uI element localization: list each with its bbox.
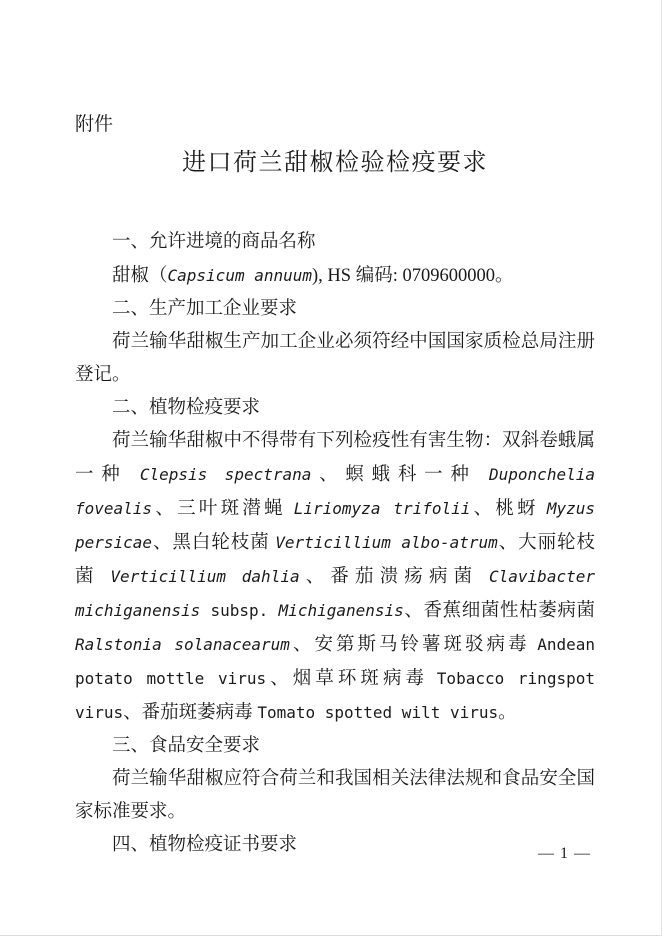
scientific-name: Clavibacter michiganensis xyxy=(75,567,595,620)
scientific-name: Duponchelia fovealis xyxy=(75,465,595,518)
page-number: — 1 — xyxy=(538,845,591,862)
section-2-heading: 二、生产加工企业要求 xyxy=(112,299,298,319)
section-2-paragraph xyxy=(75,326,595,392)
virus-name: Tomato spotted wilt virus xyxy=(257,703,499,722)
document-title: 进口荷兰甜椒检验检疫要求 xyxy=(182,150,488,176)
text-run: ), HS 编码: 0709600000。 xyxy=(312,266,514,286)
text-run: 、香蕉细菌性枯萎病菌 xyxy=(403,601,595,621)
text-run: 、螟蛾科一种 xyxy=(311,465,490,485)
page-content xyxy=(75,112,595,862)
text-run: 、安第斯马铃薯斑驳病毒 xyxy=(289,635,538,655)
virus-name: Andean potato mottle virus xyxy=(75,635,595,688)
virus-name: Tobacco ringspot virus xyxy=(75,669,595,722)
scientific-name: Liriomyza trifolii xyxy=(293,499,471,518)
scientific-name: Clepsis spectrana xyxy=(139,465,312,484)
text-run: 、番茄溃疡病菌 xyxy=(299,567,490,587)
text-run: 、桃蚜 xyxy=(470,499,547,519)
section-4-paragraph xyxy=(75,763,595,829)
text-run: 荷兰输华甜椒生产加工企业必须符经中国国家质检总局注册登记。 xyxy=(75,332,595,385)
scientific-name: Ralstonia solanacearum xyxy=(75,635,290,654)
section-3-heading: 二、植物检疫要求 xyxy=(112,398,261,418)
text-run: 荷兰输华甜椒应符合荷兰和我国相关法律法规和食品安全国家标准要求。 xyxy=(75,769,595,822)
scientific-name: Capsicum annuum xyxy=(167,266,313,285)
latin-text: subsp. xyxy=(200,601,279,620)
scientific-name: Verticillium dahlia xyxy=(110,567,300,586)
section-4-heading: 三、食品安全要求 xyxy=(112,736,261,756)
document-body xyxy=(75,226,595,862)
section-1-heading: 一、允许进境的商品名称 xyxy=(112,232,316,252)
section-1-paragraph xyxy=(75,259,595,293)
scientific-name: Michiganensis xyxy=(278,601,404,620)
attachment-label: 附件 xyxy=(75,114,114,135)
text-run: 甜椒（ xyxy=(112,266,168,286)
scientific-name: Myzus persicae xyxy=(75,499,595,552)
text-run: 、黑白轮枝菌 xyxy=(152,533,276,553)
text-run: 荷兰输华甜椒中不得带有下列检疫性有害生物：双斜卷蛾属一种 xyxy=(75,431,595,485)
text-run: 、三叶斑潜蝇 xyxy=(152,499,294,519)
text-run: 。 xyxy=(498,703,517,723)
scientific-name: Verticillium albo-atrum xyxy=(275,533,498,552)
text-run: 、大丽轮枝菌 xyxy=(75,533,595,587)
section-3-paragraph xyxy=(75,425,595,730)
section-5-heading: 四、植物检疫证书要求 xyxy=(112,835,298,855)
text-run: 、番茄斑萎病毒 xyxy=(123,703,258,723)
text-run: 、烟草环斑病毒 xyxy=(266,669,437,689)
